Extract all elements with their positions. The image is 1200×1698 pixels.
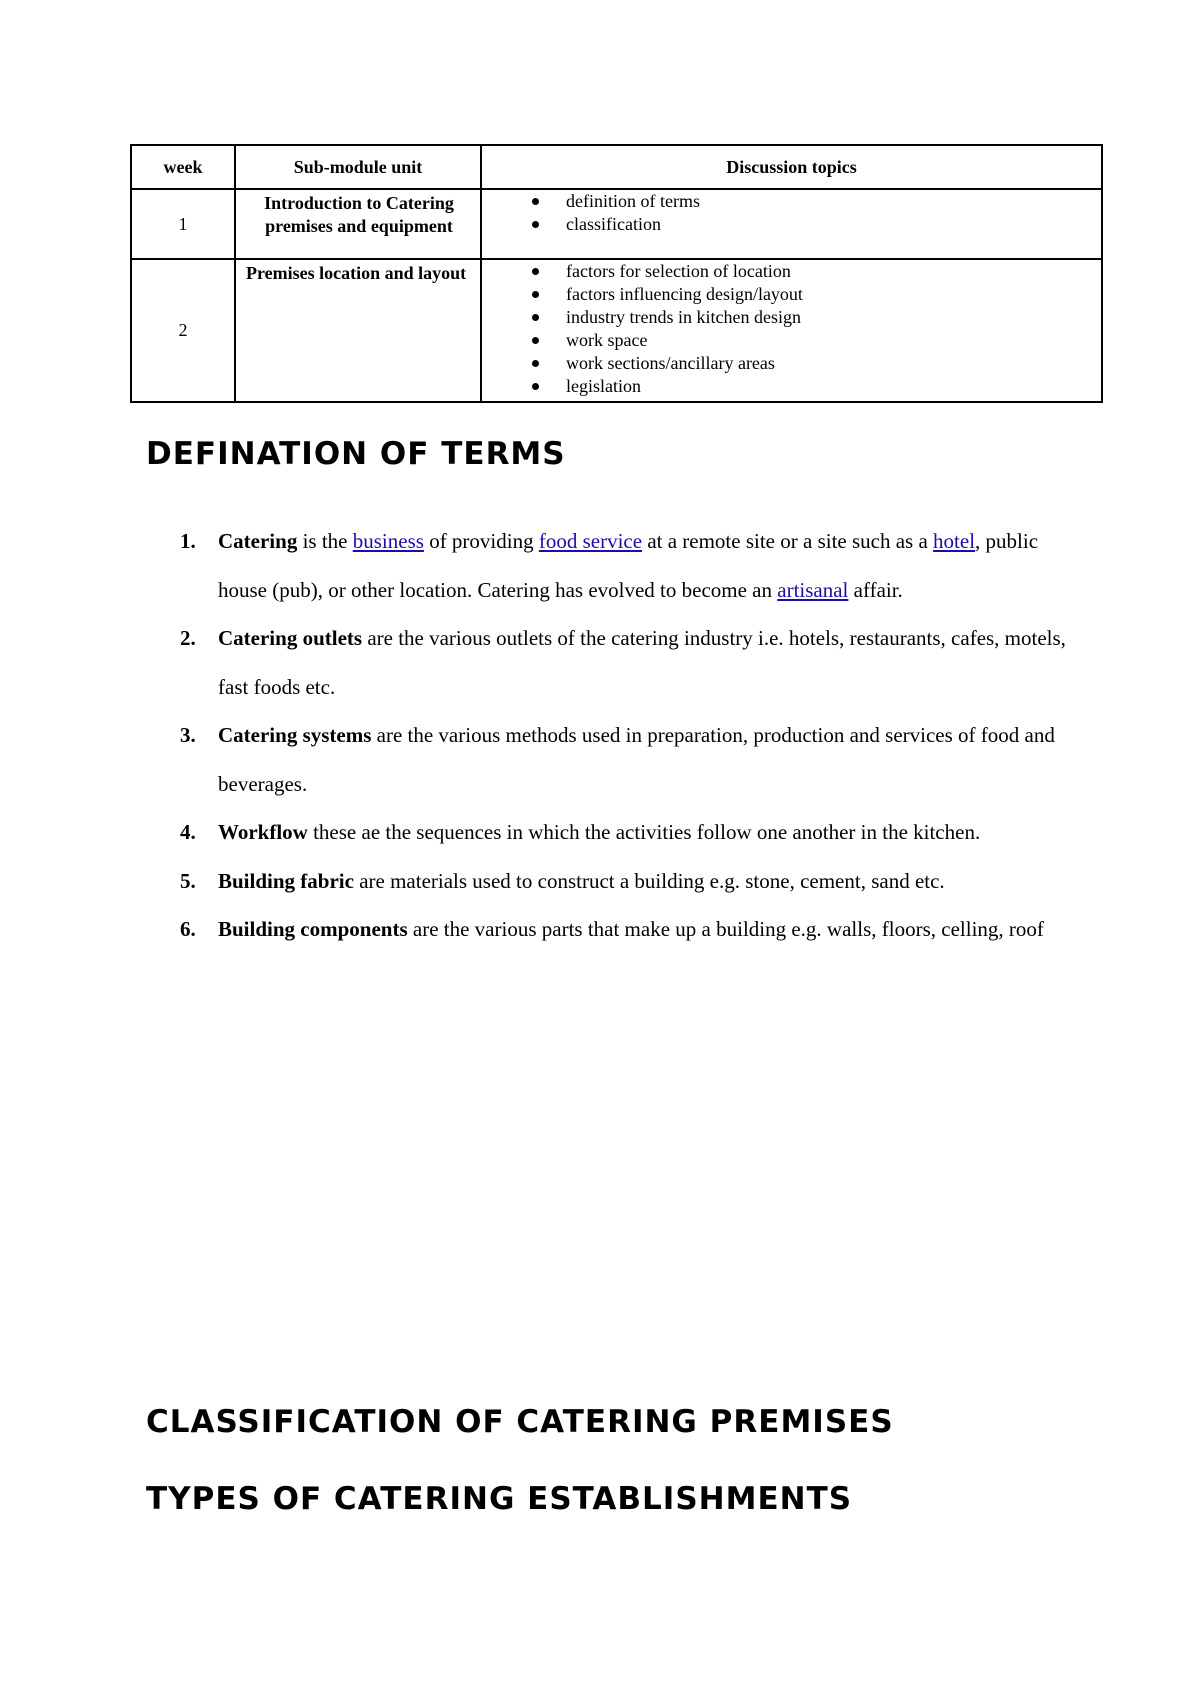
- topic-item: legislation: [566, 375, 1101, 398]
- definitions-list: [146, 517, 1076, 954]
- week-cell: 2: [131, 259, 235, 402]
- unit-cell: Premises location and layout: [235, 259, 481, 402]
- topics-cell: [481, 189, 1102, 259]
- topics-cell: [481, 259, 1102, 402]
- unit-cell: Introduction to Catering premises and equipment: [235, 189, 481, 259]
- topic-item: factors for selection of location: [566, 260, 1101, 283]
- definition-text: are materials used to construct a building e.g. stone, cement, sand etc.: [353, 868, 945, 893]
- hotel-link[interactable]: hotel: [933, 529, 976, 553]
- definition-number: 2.: [180, 626, 196, 650]
- definitions-heading: DEFINATION OF TERMS: [146, 436, 566, 472]
- definition-number: 3.: [180, 723, 196, 747]
- definition-number: 4.: [180, 820, 196, 844]
- definition-text: affair.: [848, 577, 903, 602]
- classification-heading: CLASSIFICATION OF CATERING PREMISES: [146, 1404, 894, 1440]
- definition-term: Building fabric: [218, 868, 354, 893]
- definition-number: 1.: [180, 529, 196, 553]
- header-topics: Discussion topics: [481, 145, 1102, 189]
- definition-text: are the various parts that make up a building e.g. walls, floors, celling, roof: [407, 917, 1044, 941]
- definition-text: are the various outlets of the catering industry i.e. hotels, restaurants, cafes, motels, fast foods etc.: [218, 626, 1066, 699]
- table-row: [131, 259, 1102, 402]
- definition-term: Catering outlets: [218, 626, 363, 650]
- definition-item: [146, 905, 1076, 954]
- definition-item: [146, 517, 1076, 614]
- week-cell: 1: [131, 189, 235, 259]
- topics-list: [482, 260, 1101, 398]
- topics-list: [482, 190, 1101, 236]
- types-heading: TYPES OF CATERING ESTABLISHMENTS: [146, 1481, 853, 1517]
- definition-text: , public house (pub), or other location. Catering has evolved to become an: [218, 529, 1039, 602]
- header-week: week: [131, 145, 235, 189]
- business-link[interactable]: business: [352, 529, 424, 553]
- food-service-link[interactable]: food service: [538, 529, 643, 553]
- definition-number: 6.: [180, 917, 196, 941]
- definition-term: Catering: [218, 529, 298, 553]
- definition-term: Building components: [218, 917, 408, 941]
- definition-text: of providing: [423, 529, 539, 553]
- topic-item: industry trends in kitchen design: [566, 306, 1101, 329]
- definition-text: these ae the sequences in which the activities follow one another in the kitchen.: [307, 820, 981, 844]
- topic-item: classification: [566, 213, 1101, 236]
- table-header-row: [131, 145, 1102, 189]
- table-row: [131, 189, 1102, 259]
- topic-item: work space: [566, 329, 1101, 352]
- syllabus-table: [130, 144, 1103, 403]
- definition-term: Workflow: [218, 820, 308, 844]
- definition-text: at a remote site or a site such as a: [642, 529, 934, 553]
- topic-item: definition of terms: [566, 190, 1101, 213]
- definition-text: are the various methods used in preparation, production and services of food and beverages.: [218, 723, 1055, 796]
- definition-term: Catering systems: [218, 723, 372, 747]
- definition-item: [146, 614, 1076, 711]
- definition-item: [146, 808, 1076, 857]
- topic-item: factors influencing design/layout: [566, 283, 1101, 306]
- artisanal-link[interactable]: artisanal: [777, 577, 849, 602]
- definition-number: 5.: [180, 868, 196, 893]
- definition-item: [146, 711, 1076, 808]
- definition-item: [146, 857, 1076, 906]
- topic-item: work sections/ancillary areas: [566, 352, 1101, 375]
- definition-text: is the: [297, 529, 353, 553]
- header-unit: Sub-module unit: [235, 145, 481, 189]
